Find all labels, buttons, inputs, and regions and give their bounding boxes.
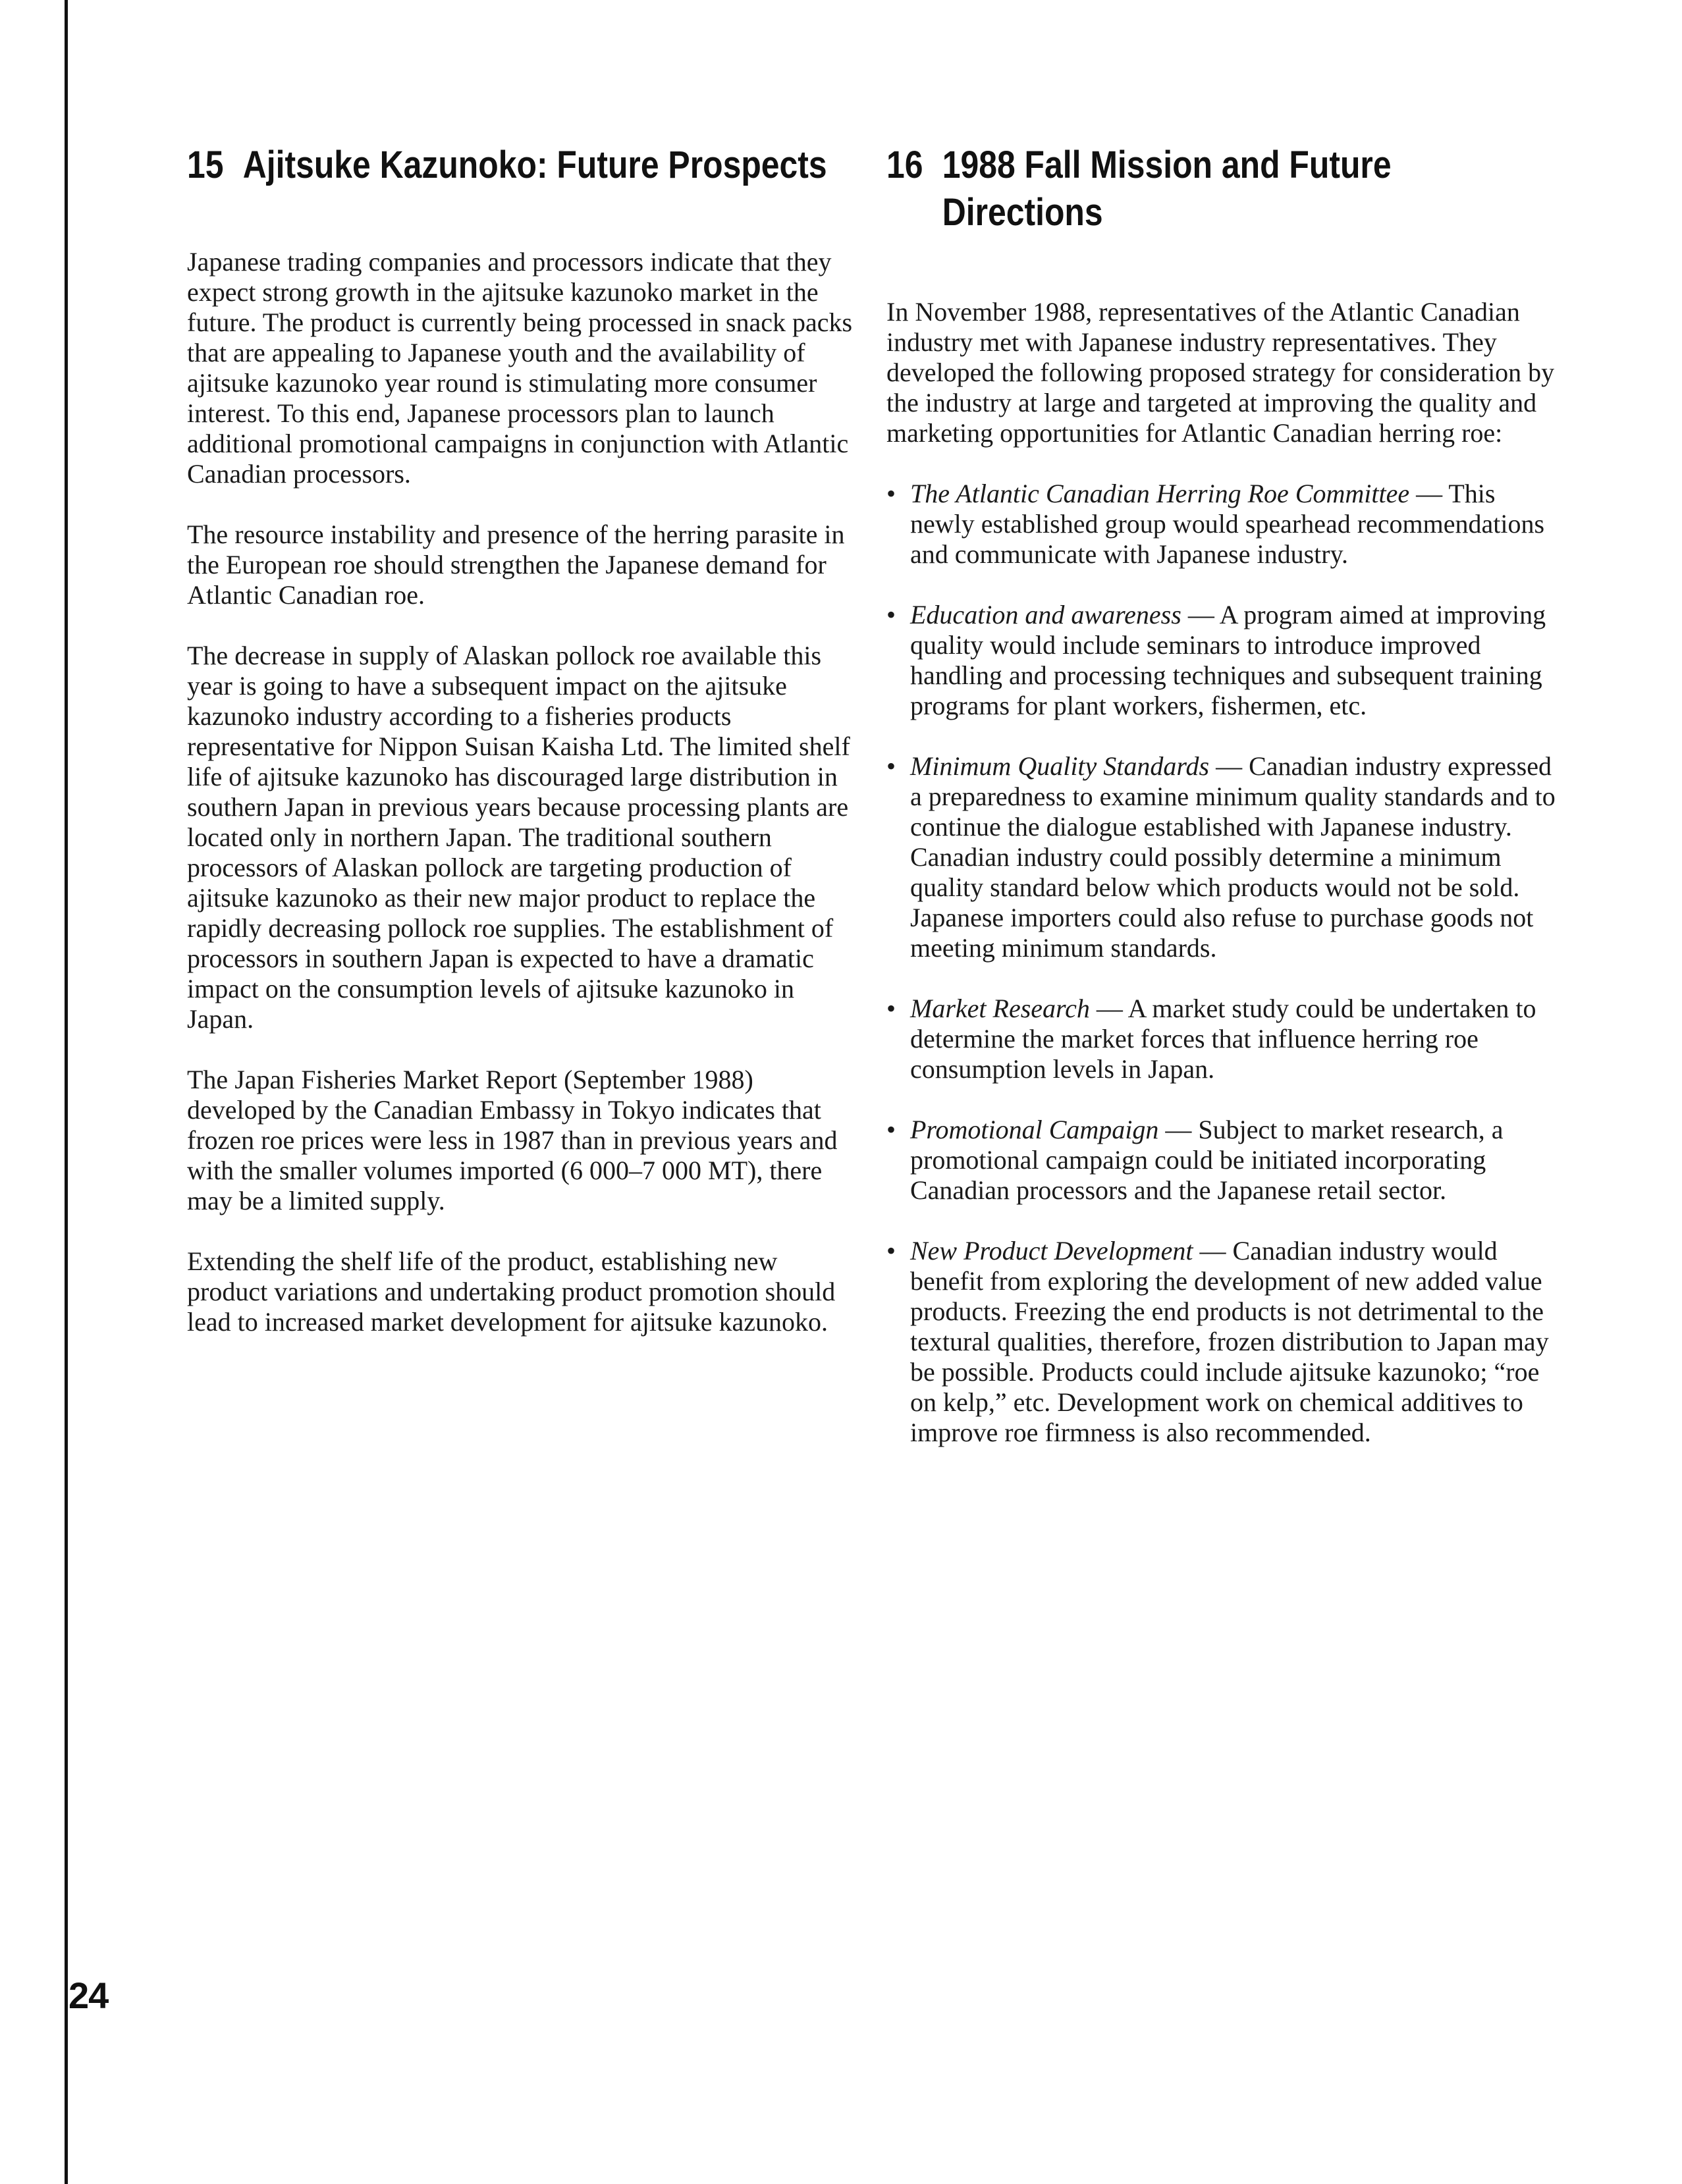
list-item [886, 600, 1558, 721]
paragraph: Japanese trading companies and processors indicate that they expect strong growth in the ajitsuke kazunoko market in the future. The product is currently being processed in snack packs that are appealing to Japanese youth and the availability of ajitsuke kazunoko year round is stimulating more consumer interest. To this end, Japanese processors plan to launch additional promotional campaigns in conjunction with Atlantic Canadian processors. [187, 247, 853, 489]
strategy-list [886, 479, 1558, 1448]
section-15-heading [187, 142, 857, 189]
bullet-icon: • [886, 1115, 896, 1144]
list-item [886, 479, 1558, 570]
list-item-text: — Subject to market research, a promotional campaign could be initiated incorporating Canadian processors and the Japanese retail sector. [910, 1115, 1504, 1205]
paragraph: The decrease in supply of Alaskan pollock roe available this year is going to have a subsequent impact on the ajitsuke kazunoko industry according to a fisheries products representative for Nippon Suisan Kaisha Ltd. The limited shelf life of ajitsuke kazunoko has discouraged large distribution in southern Japan in previous years because processing plants are located only in northern Japan. The traditional southern processors of Alaskan pollock are targeting production of ajitsuke kazunoko as their new major product to replace the rapidly decreasing pollock roe supplies. The establishment of processors in southern Japan is expected to have a dramatic impact on the consumption levels of ajitsuke kazunoko in Japan. [187, 641, 850, 1034]
list-item-text: — Canadian industry would benefit from exploring the development of new added value products. Freezing the end products is not detrimental to the textural qualities, therefore, frozen distribution to Japan may be possible. Products could include ajitsuke kazunoko; “roe on kelp,” etc. Development work on chemical additives to improve roe firmness is also recommended. [910, 1236, 1549, 1447]
list-item-text: — A program aimed at improving quality would include seminars to introduce improved handling and processing techniques and subsequent training programs for plant workers, fishermen, etc. [910, 600, 1546, 720]
paragraph: The Japan Fisheries Market Report (September 1988) developed by the Canadian Embassy in Tokyo indicates that frozen roe prices were less in 1987 than in previous years and with the smaller volumes imported (6 000–7 000 MT), there may be a limited supply. [187, 1065, 838, 1215]
section-16-number: 16 [886, 144, 923, 186]
paragraph: Extending the shelf life of the product, establishing new product variations and undertaking product promotion should lead to increased market development for ajitsuke kazunoko. [187, 1246, 836, 1337]
list-item-term: Market Research [910, 994, 1090, 1023]
list-item [886, 1115, 1558, 1206]
list-item-term: The Atlantic Canadian Herring Roe Committee [910, 479, 1410, 508]
right-column [886, 142, 1558, 1478]
bullet-icon: • [886, 1236, 896, 1265]
section-15-title: Ajitsuke Kazunoko: Future Prospects [242, 144, 827, 186]
list-item-term: New Product Development [910, 1236, 1193, 1265]
section-16-body [886, 297, 1558, 1448]
bullet-icon: • [886, 751, 896, 781]
list-item [886, 751, 1558, 963]
list-item [886, 1236, 1558, 1448]
margin-rule [65, 0, 68, 2184]
left-column [187, 142, 859, 1368]
list-item-term: Minimum Quality Standards [910, 751, 1210, 781]
intro-paragraph: In November 1988, representatives of the Atlantic Canadian industry met with Japanese industry representatives. They developed the following proposed strategy for consideration by the industry at large and targeted at improving the quality and marketing opportunities for Atlantic Canadian herring roe: [886, 297, 1555, 448]
list-item-text: — This newly established group would spearhead recommendations and communicate with Japanese industry. [910, 479, 1545, 569]
list-item-term: Education and awareness [910, 600, 1181, 629]
section-16-heading [886, 142, 1557, 236]
section-15-body [187, 247, 859, 1337]
page-number: 24 [68, 1975, 109, 2016]
bullet-icon: • [886, 994, 896, 1023]
paragraph: The resource instability and presence of the herring parasite in the European roe should strengthen the Japanese demand for Atlantic Canadian roe. [187, 519, 845, 610]
section-15-number: 15 [187, 144, 224, 186]
bullet-icon: • [886, 479, 896, 508]
list-item [886, 994, 1558, 1084]
bullet-icon: • [886, 600, 896, 629]
list-item-text: — Canadian industry expressed a preparedness to examine minimum quality standards and to continue the dialogue established with Japanese industry. Canadian industry could possibly determine a minimum quality standard below which products would not be sold. Japanese importers could also refuse to purchase goods not meeting minimum standards. [910, 751, 1556, 963]
list-item-text: — A market study could be undertaken to determine the market forces that influence herring roe consumption levels in Japan. [910, 994, 1536, 1084]
list-item-term: Promotional Campaign [910, 1115, 1159, 1144]
section-16-title: 1988 Fall Mission and Future Directions [942, 144, 1392, 234]
